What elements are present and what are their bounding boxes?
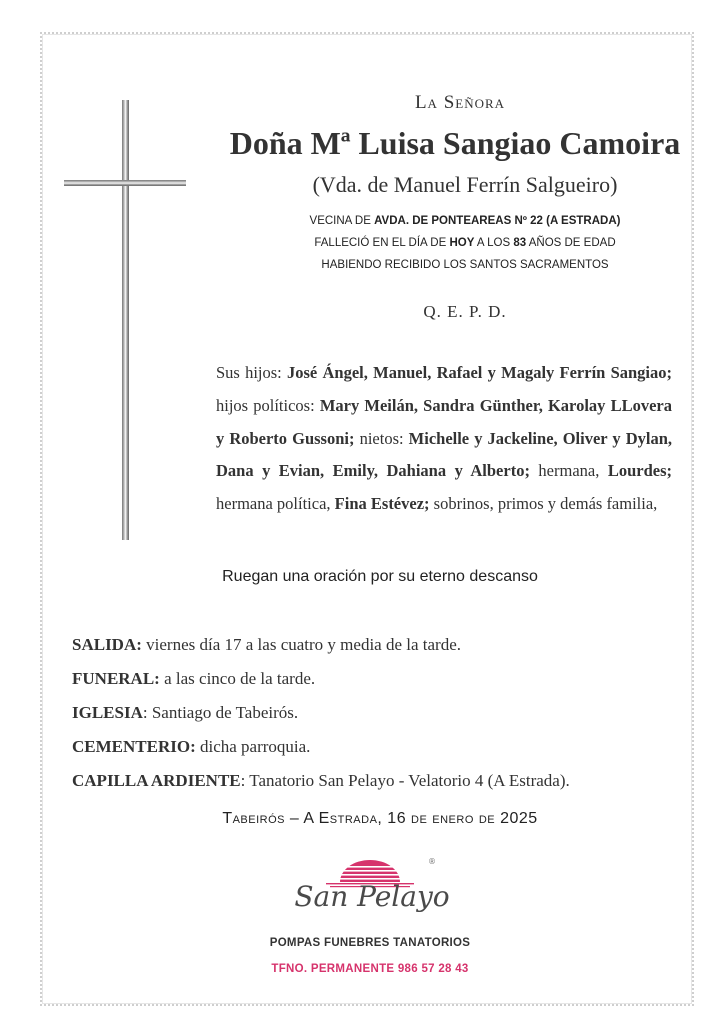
residence-label: VECINA DE <box>309 215 375 227</box>
residence-line <box>230 215 700 227</box>
death-text-a: FALLECIÓ EN EL DÍA DE <box>314 237 450 249</box>
cross-icon-vertical <box>122 100 129 540</box>
death-line <box>230 237 700 249</box>
detail-label: SALIDA: <box>72 635 142 654</box>
widow-of: (Vda. de Manuel Ferrín Salgueiro) <box>312 172 618 197</box>
logo-text: San Pelayo <box>294 880 450 913</box>
detail-cementerio <box>72 734 692 768</box>
phone-number: TFNO. PERMANENTE 986 57 28 43 <box>271 963 469 975</box>
detail-salida <box>72 632 692 666</box>
death-day: HOY <box>449 237 475 249</box>
family-in-laws: Mary Meilán, Sandra Günther, Karolay LLovera y Roberto Gussoni; <box>216 395 672 448</box>
detail-value: : Santiago de Tabeirós. <box>142 703 299 722</box>
detail-label: FUNERAL: <box>72 669 160 688</box>
detail-label: CAPILLA ARDIENTE <box>72 771 241 790</box>
cross-icon-horizontal <box>64 180 186 186</box>
company-name: POMPAS FUNEBRES TANATORIOS <box>269 937 471 949</box>
family-text-2: hijos políticos: <box>216 395 320 415</box>
family-text-5: hermana política, <box>216 494 335 514</box>
residence-address: AVDA. DE PONTEAREAS Nº 22 (A ESTRADA) <box>374 215 621 227</box>
detail-value: viernes día 17 a las cuatro y media de la tarde. <box>141 635 461 654</box>
family-sister: Lourdes; <box>607 461 672 481</box>
family-grandchildren: Michelle y Jackeline, Oliver y Dylan, Dana y Evian, Emily, Dahiana y Alberto; <box>216 428 673 481</box>
date-line: Tabeirós – A Estrada, 16 de enero de 2025 <box>222 810 538 827</box>
family-paragraph <box>216 357 672 521</box>
detail-label: IGLESIA <box>72 703 143 722</box>
qepd: Q. E. P. D. <box>423 302 507 321</box>
family-text-3: nietos: <box>354 428 409 448</box>
detail-value: : Tanatorio San Pelayo - Velatorio 4 (A Estrada). <box>240 771 570 790</box>
death-text-e: AÑOS DE EDAD <box>526 237 616 249</box>
death-age: 83 <box>513 237 527 249</box>
family-text-4: hermana, <box>529 461 608 481</box>
detail-iglesia <box>72 700 692 734</box>
family-children: José Ángel, Manuel, Rafael y Magaly Ferrín Sangiao; <box>287 363 673 382</box>
detail-funeral <box>72 666 692 700</box>
registered-mark: ® <box>428 857 436 866</box>
family-text-6: sobrinos, primos y demás familia, <box>429 494 658 514</box>
sacraments-line: HABIENDO RECIBIDO LOS SANTOS SACRAMENTOS <box>321 259 609 271</box>
title-prefix: La Señora <box>414 92 506 113</box>
detail-capilla <box>72 768 692 802</box>
service-details <box>72 632 692 802</box>
death-text-c: A LOS <box>474 237 514 249</box>
detail-value: a las cinco de la tarde. <box>159 669 316 688</box>
family-text-1: Sus hijos: <box>216 363 288 382</box>
deceased-name: Doña Mª Luisa Sangiao Camoira <box>229 125 681 161</box>
detail-label: CEMENTERIO: <box>72 737 196 756</box>
family-sister-in-law: Fina Estévez; <box>334 494 430 514</box>
prayer-request: Ruegan una oración por su eterno descanso <box>222 568 538 585</box>
detail-value: dicha parroquia. <box>195 737 311 756</box>
